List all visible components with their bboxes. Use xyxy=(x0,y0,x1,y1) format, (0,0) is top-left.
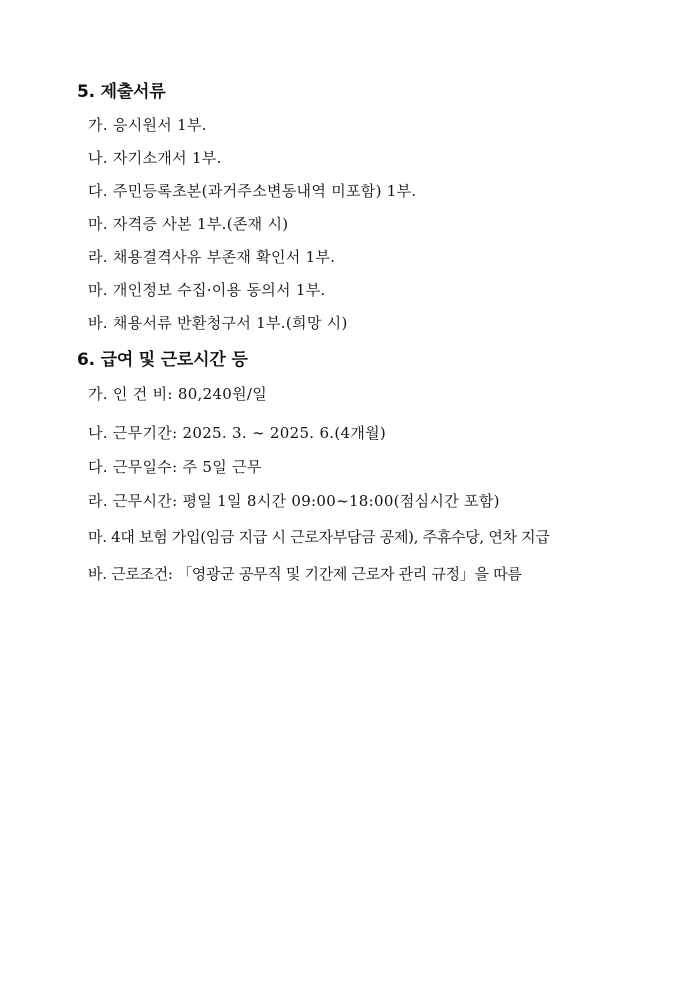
list-item: 마. 4대 보험 가입(임금 지급 시 근로자부담금 공제), 주휴수당, 연차 지급 xyxy=(88,528,550,546)
list-item: 나. 자기소개서 1부. xyxy=(88,149,222,167)
list-item: 다. 주민등록초본(과거주소변동내역 미포함) 1부. xyxy=(88,182,417,200)
section-heading: 5. 제출서류 xyxy=(77,82,166,102)
list-item: 가. 응시원서 1부. xyxy=(88,116,207,134)
list-item: 나. 근무기간: 2025. 3. ∼ 2025. 6.(4개월) xyxy=(88,424,387,442)
list-item: 라. 근무시간: 평일 1일 8시간 09:00~18:00(점심시간 포함) xyxy=(88,492,500,510)
list-item: 마. 개인정보 수집·이용 동의서 1부. xyxy=(88,281,326,299)
list-item: 가. 인 건 비: 80,240원/일 xyxy=(88,385,268,403)
list-item: 다. 근무일수: 주 5일 근무 xyxy=(88,458,262,476)
list-item: 마. 자격증 사본 1부.(존재 시) xyxy=(88,215,289,233)
section-heading: 6. 급여 및 근로시간 등 xyxy=(77,350,248,370)
list-item: 바. 채용서류 반환청구서 1부.(희망 시) xyxy=(88,314,348,332)
list-item: 라. 채용결격사유 부존재 확인서 1부. xyxy=(88,248,336,266)
list-item: 바. 근로조건: 「영광군 공무직 및 기간제 근로자 관리 규정」을 따름 xyxy=(88,565,522,583)
